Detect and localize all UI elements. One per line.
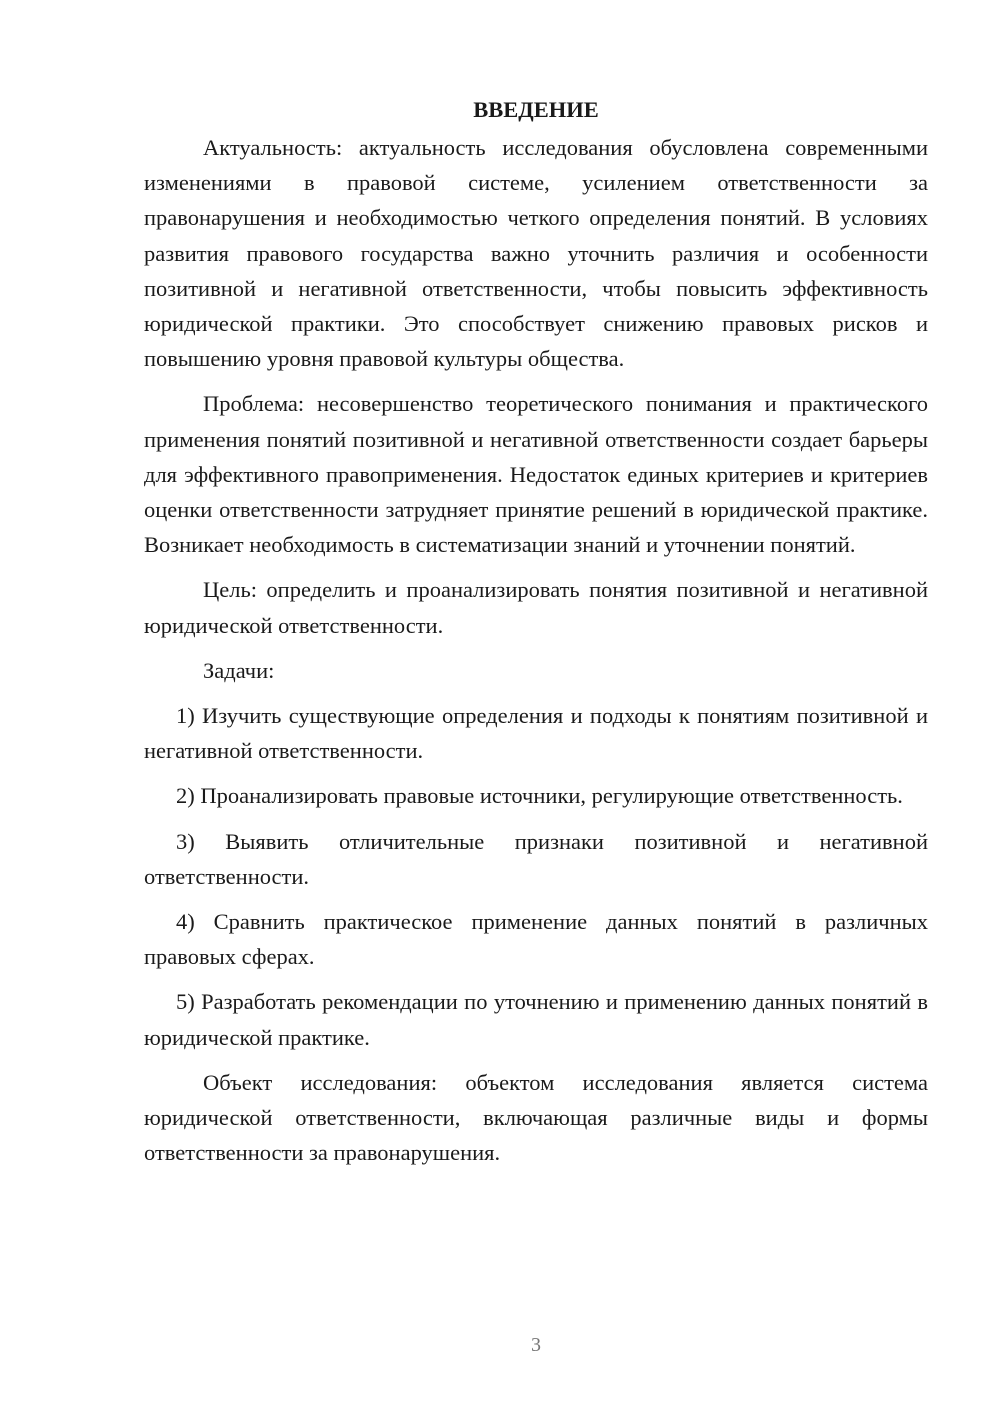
page-number: 3 — [531, 1334, 541, 1356]
tasks-title: Задачи: — [203, 657, 275, 683]
section-heading: ВВЕДЕНИЕ — [473, 97, 599, 122]
task-item-2: 2) Проанализировать правовые источники, регулирующие ответственность. — [176, 783, 903, 809]
paragraph-relevance: Актуальность: актуальность исследования обусловлена современными изменениями в правовой системе, усилением ответственности за правонарушения и необходимостью четкого определения понятий. В условиях развития правового государства важно уточнить различия и особенности позитивной и негативной ответственности, чтобы повысить эффективность юридической практики. Это способствует снижению правовых рисков и повышению уровня правовой культуры общества. — [144, 135, 928, 372]
task-item-3: 3) Выявить отличительные признаки позитивной и негативной ответственности. — [144, 828, 928, 889]
paragraph-problem: Проблема: несовершенство теоретического понимания и практического применения понятий позитивной и негативной ответственности создает барьеры для эффективного правоприменения. Недостаток единых критериев и критериев оценки ответственности затрудняет принятие решений в юридической практике. Возникает необходимость в систематизации знаний и уточнении понятий. — [144, 391, 928, 558]
task-item-4: 4) Сравнить практическое применение данных понятий в различных правовых сферах. — [144, 909, 928, 970]
paragraph-goal: Цель: определить и проанализировать понятия позитивной и негативной юридической ответственности. — [144, 577, 928, 638]
task-item-5: 5) Разработать рекомендации по уточнению и применению данных понятий в юридической практике. — [144, 989, 928, 1050]
paragraph-object: Объект исследования: объектом исследования является система юридической ответственности, включающая различные виды и формы ответственности за правонарушения. — [144, 1069, 928, 1166]
task-item-1: 1) Изучить существующие определения и подходы к понятиям позитивной и негативной ответственности. — [144, 703, 928, 764]
page-content — [144, 92, 928, 1180]
